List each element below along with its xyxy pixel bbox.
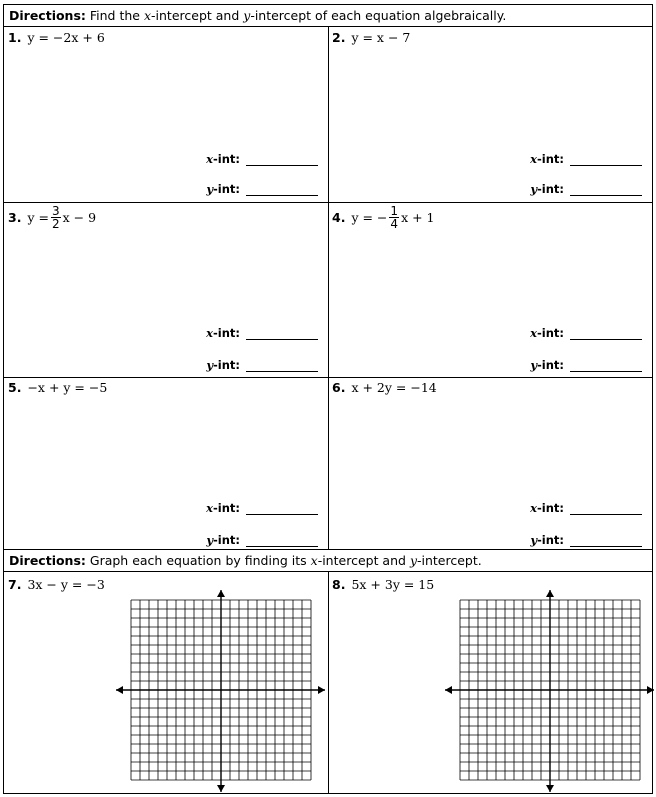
x-intercept-answer[interactable]: x-int: (530, 326, 642, 340)
equation: y = −2x + 6 (27, 30, 105, 45)
answer-blank (570, 155, 642, 166)
answer-blank (246, 329, 318, 340)
equation: −x + y = −5 (27, 380, 108, 395)
answer-blank (570, 329, 642, 340)
problem-1: 1. y = −2x + 6 x-int: y-int: (4, 27, 328, 202)
problem-2: 2. y = x − 7 x-int: y-int: (328, 27, 652, 202)
directions-label: Directions: (9, 8, 86, 23)
y-axis-arrow-down (217, 785, 225, 792)
answer-blank (246, 155, 318, 166)
y-intercept-answer[interactable]: y-int: (206, 533, 318, 547)
y-axis-arrow-up (217, 590, 225, 597)
answer-blank (570, 504, 642, 515)
y-axis-arrow-down (546, 785, 554, 792)
worksheet (3, 4, 653, 794)
x-intercept-answer[interactable]: x-int: (206, 501, 318, 515)
y-intercept-answer[interactable]: y-int: (530, 358, 642, 372)
equation: 3x − y = −3 (27, 577, 105, 592)
equation: 5x + 3y = 15 (351, 577, 435, 592)
problem-5: 5. −x + y = −5 x-int: y-int: (4, 377, 328, 549)
answer-blank (570, 185, 642, 196)
y-intercept-answer[interactable]: y-int: (206, 182, 318, 196)
x-intercept-answer[interactable]: x-int: (530, 152, 642, 166)
x-intercept-answer[interactable]: x-int: (206, 152, 318, 166)
problem-3: 3. y = $\frac{3}{2}$ x − 9 x-int: y-int: (4, 202, 328, 377)
equation: x + 2y = −14 (351, 380, 437, 395)
fraction: $\frac{1}{4}$ (390, 204, 399, 231)
answer-blank (246, 536, 318, 547)
problem-7: 7. 3x − y = −3 (4, 572, 328, 793)
y-intercept-answer[interactable]: y-int: (206, 358, 318, 372)
y-intercept-answer[interactable]: y-int: (530, 182, 642, 196)
answer-blank (246, 361, 318, 372)
y-axis-arrow-up (546, 590, 554, 597)
answer-blank (570, 536, 642, 547)
problem-4: 4. y = − $\frac{1}{4}$ x + 1 x-int: y-int: (328, 202, 652, 377)
x-axis-arrow-left (445, 686, 452, 694)
x-intercept-answer[interactable]: x-int: (530, 501, 642, 515)
y-intercept-answer[interactable]: y-int: (530, 533, 642, 547)
equation: y = x − 7 (351, 30, 411, 45)
x-axis-arrow-right (647, 686, 654, 694)
problem-8: 8. 5x + 3y = 15 (328, 572, 652, 793)
directions-graphing: Directions: Graph each equation by finding its x-intercept and y-intercept. (4, 550, 652, 572)
problem-6: 6. x + 2y = −14 x-int: y-int: (328, 377, 652, 549)
fraction: $\frac{3}{2}$ (51, 204, 60, 231)
x-axis-arrow-left (116, 686, 123, 694)
answer-blank (570, 361, 642, 372)
coordinate-grid[interactable] (114, 588, 328, 794)
directions-algebraic: Directions: Find the x-intercept and y-intercept of each equation algebraically. (4, 5, 652, 27)
directions-label: Directions: (9, 553, 86, 568)
answer-blank (246, 185, 318, 196)
x-axis-arrow-right (318, 686, 325, 694)
x-intercept-answer[interactable]: x-int: (206, 326, 318, 340)
coordinate-grid[interactable] (443, 588, 656, 794)
answer-blank (246, 504, 318, 515)
